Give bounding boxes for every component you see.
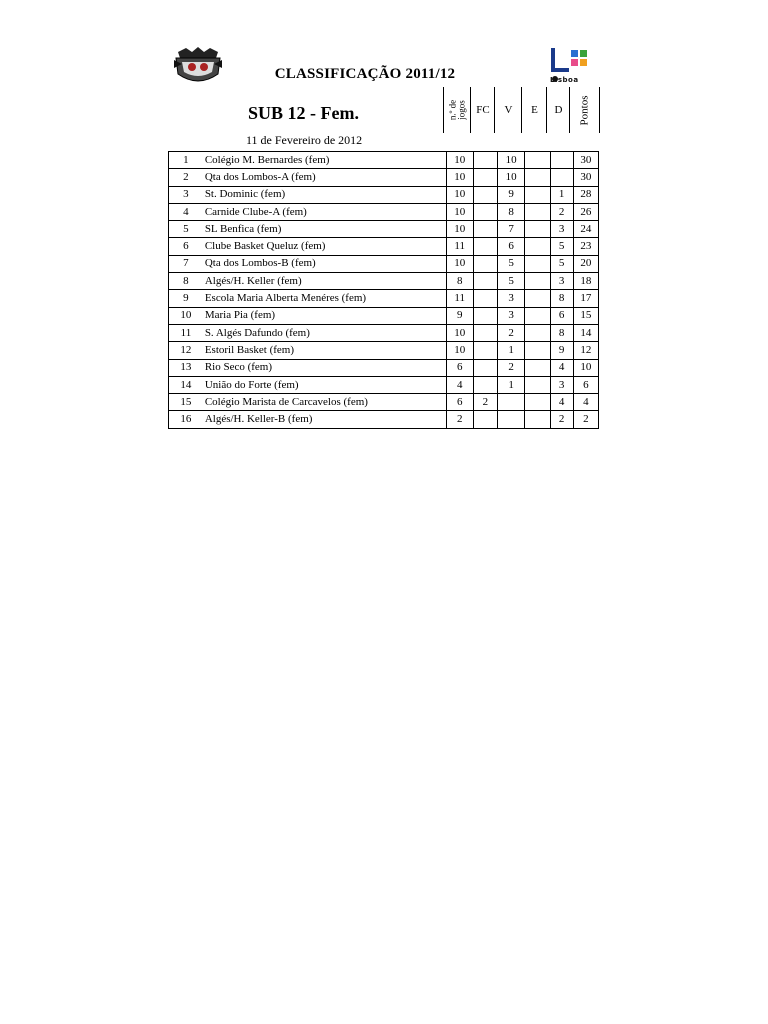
table-row xyxy=(169,221,599,238)
table-row xyxy=(169,290,599,307)
fc-cell xyxy=(473,169,497,186)
team-name-cell: Estoril Basket (fem) xyxy=(203,342,446,359)
games-cell: 9 xyxy=(446,307,473,324)
fc-cell xyxy=(473,307,497,324)
losses-cell: 2 xyxy=(550,203,573,220)
fc-cell xyxy=(473,411,497,428)
draws-cell xyxy=(525,221,550,238)
losses-cell: 4 xyxy=(550,359,573,376)
position-cell: 9 xyxy=(169,290,203,307)
games-cell: 4 xyxy=(446,376,473,393)
points-cell: 15 xyxy=(573,307,598,324)
games-cell: 10 xyxy=(446,324,473,341)
position-cell: 10 xyxy=(169,307,203,324)
wins-cell: 7 xyxy=(498,221,525,238)
team-name-cell: Carnide Clube-A (fem) xyxy=(203,203,446,220)
header-e: E xyxy=(521,87,547,133)
header-d: D xyxy=(546,87,570,133)
games-cell: 10 xyxy=(446,186,473,203)
wins-cell: 8 xyxy=(498,203,525,220)
page-title: CLASSIFICAÇÃO 2011/12 xyxy=(274,66,456,82)
wins-cell: 5 xyxy=(498,273,525,290)
losses-cell: 6 xyxy=(550,307,573,324)
points-cell: 30 xyxy=(573,152,598,169)
wins-cell: 1 xyxy=(498,342,525,359)
header-jogos: n.º de jogos xyxy=(443,87,471,133)
position-cell: 5 xyxy=(169,221,203,238)
points-cell: 26 xyxy=(573,203,598,220)
team-name-cell: St. Dominic (fem) xyxy=(203,186,446,203)
draws-cell xyxy=(525,394,550,411)
position-cell: 1 xyxy=(169,152,203,169)
position-cell: 13 xyxy=(169,359,203,376)
team-name-cell: S. Algés Dafundo (fem) xyxy=(203,324,446,341)
games-cell: 10 xyxy=(446,255,473,272)
table-row xyxy=(169,359,599,376)
draws-cell xyxy=(525,273,550,290)
points-cell: 28 xyxy=(573,186,598,203)
table-row xyxy=(169,307,599,324)
wins-cell xyxy=(498,411,525,428)
points-cell: 14 xyxy=(573,324,598,341)
losses-cell: 3 xyxy=(550,376,573,393)
losses-cell: 8 xyxy=(550,290,573,307)
points-cell: 12 xyxy=(573,342,598,359)
position-cell: 8 xyxy=(169,273,203,290)
table-row xyxy=(169,324,599,341)
team-name-cell: Colégio Marista de Carcavelos (fem) xyxy=(203,394,446,411)
wins-cell: 10 xyxy=(498,152,525,169)
draws-cell xyxy=(525,324,550,341)
position-cell: 12 xyxy=(169,342,203,359)
header-v: V xyxy=(494,87,522,133)
position-cell: 7 xyxy=(169,255,203,272)
draws-cell xyxy=(525,186,550,203)
draws-cell xyxy=(525,307,550,324)
standings-table xyxy=(168,151,599,429)
table-row xyxy=(169,376,599,393)
games-cell: 6 xyxy=(446,359,473,376)
points-cell: 10 xyxy=(573,359,598,376)
position-cell: 2 xyxy=(169,169,203,186)
team-name-cell: Colégio M. Bernardes (fem) xyxy=(203,152,446,169)
fc-cell xyxy=(473,376,497,393)
games-cell: 11 xyxy=(446,238,473,255)
table-row xyxy=(169,394,599,411)
fc-cell: 2 xyxy=(473,394,497,411)
games-cell: 10 xyxy=(446,152,473,169)
table-row xyxy=(169,411,599,428)
fc-cell xyxy=(473,221,497,238)
table-row xyxy=(169,255,599,272)
points-cell: 18 xyxy=(573,273,598,290)
table-row xyxy=(169,203,599,220)
points-cell: 6 xyxy=(573,376,598,393)
points-cell: 23 xyxy=(573,238,598,255)
position-cell: 3 xyxy=(169,186,203,203)
games-cell: 2 xyxy=(446,411,473,428)
fc-cell xyxy=(473,290,497,307)
wins-cell: 6 xyxy=(498,238,525,255)
losses-cell: 8 xyxy=(550,324,573,341)
games-cell: 10 xyxy=(446,342,473,359)
points-cell: 17 xyxy=(573,290,598,307)
draws-cell xyxy=(525,342,550,359)
fc-cell xyxy=(473,255,497,272)
games-cell: 11 xyxy=(446,290,473,307)
fc-cell xyxy=(473,186,497,203)
losses-cell: 3 xyxy=(550,273,573,290)
losses-cell: 9 xyxy=(550,342,573,359)
games-cell: 6 xyxy=(446,394,473,411)
team-name-cell: União do Forte (fem) xyxy=(203,376,446,393)
points-cell: 2 xyxy=(573,411,598,428)
position-cell: 16 xyxy=(169,411,203,428)
club-crest-logo xyxy=(172,46,224,86)
fc-cell xyxy=(473,273,497,290)
wins-cell: 9 xyxy=(498,186,525,203)
standings-date: 11 de Fevereiro de 2012 xyxy=(246,133,363,147)
position-cell: 4 xyxy=(169,203,203,220)
draws-cell xyxy=(525,238,550,255)
losses-cell: 1 xyxy=(550,186,573,203)
wins-cell: 2 xyxy=(498,324,525,341)
header-fc: FC xyxy=(470,87,495,133)
team-name-cell: Qta dos Lombos-A (fem) xyxy=(203,169,446,186)
category-title: SUB 12 - Fem. xyxy=(248,103,359,123)
table-row xyxy=(169,273,599,290)
fc-cell xyxy=(473,203,497,220)
games-cell: 10 xyxy=(446,203,473,220)
losses-cell xyxy=(550,169,573,186)
position-cell: 14 xyxy=(169,376,203,393)
table-row xyxy=(169,152,599,169)
fc-cell xyxy=(473,152,497,169)
games-cell: 10 xyxy=(446,169,473,186)
team-name-cell: Rio Seco (fem) xyxy=(203,359,446,376)
table-row xyxy=(169,342,599,359)
wins-cell: 1 xyxy=(498,376,525,393)
team-name-cell: Qta dos Lombos-B (fem) xyxy=(203,255,446,272)
team-name-cell: Escola Maria Alberta Menéres (fem) xyxy=(203,290,446,307)
losses-cell: 4 xyxy=(550,394,573,411)
points-cell: 30 xyxy=(573,169,598,186)
points-cell: 20 xyxy=(573,255,598,272)
losses-cell: 3 xyxy=(550,221,573,238)
draws-cell xyxy=(525,359,550,376)
team-name-cell: Clube Basket Queluz (fem) xyxy=(203,238,446,255)
wins-cell: 5 xyxy=(498,255,525,272)
position-cell: 6 xyxy=(169,238,203,255)
wins-cell: 10 xyxy=(498,169,525,186)
lisboa-logo-text: Lisboa xyxy=(550,76,579,84)
table-row xyxy=(169,169,599,186)
losses-cell: 5 xyxy=(550,238,573,255)
points-cell: 4 xyxy=(573,394,598,411)
team-name-cell: Maria Pia (fem) xyxy=(203,307,446,324)
wins-cell xyxy=(498,394,525,411)
fc-cell xyxy=(473,342,497,359)
losses-cell: 5 xyxy=(550,255,573,272)
wins-cell: 2 xyxy=(498,359,525,376)
position-cell: 15 xyxy=(169,394,203,411)
position-cell: 11 xyxy=(169,324,203,341)
standings-body xyxy=(169,152,599,429)
fc-cell xyxy=(473,324,497,341)
team-name-cell: SL Benfica (fem) xyxy=(203,221,446,238)
losses-cell: 2 xyxy=(550,411,573,428)
draws-cell xyxy=(525,169,550,186)
losses-cell xyxy=(550,152,573,169)
team-name-cell: Algés/H. Keller-B (fem) xyxy=(203,411,446,428)
draws-cell xyxy=(525,290,550,307)
wins-cell: 3 xyxy=(498,307,525,324)
team-name-cell: Algés/H. Keller (fem) xyxy=(203,273,446,290)
games-cell: 10 xyxy=(446,221,473,238)
draws-cell xyxy=(525,152,550,169)
draws-cell xyxy=(525,411,550,428)
fc-cell xyxy=(473,359,497,376)
games-cell: 8 xyxy=(446,273,473,290)
fc-cell xyxy=(473,238,497,255)
draws-cell xyxy=(525,376,550,393)
header-pontos: Pontos xyxy=(569,87,600,133)
draws-cell xyxy=(525,255,550,272)
wins-cell: 3 xyxy=(498,290,525,307)
table-row xyxy=(169,238,599,255)
draws-cell xyxy=(525,203,550,220)
table-row xyxy=(169,186,599,203)
points-cell: 24 xyxy=(573,221,598,238)
